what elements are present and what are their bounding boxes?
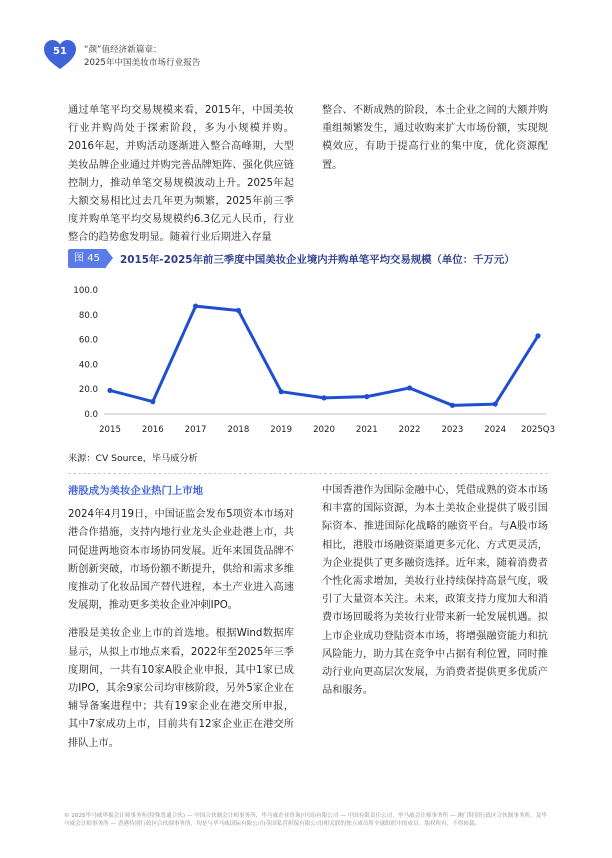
data-point [279,389,284,394]
intro-left-column [68,102,294,252]
data-point [107,388,112,393]
x-tick-label: 2021 [355,425,378,435]
report-title-line1: “颜”值经济新篇章： [84,45,162,55]
y-tick-label: 40.0 [78,360,98,371]
y-tick-label: 0.0 [84,410,98,420]
section-title: 港股成为美妆企业热门上市地 [68,485,204,497]
data-point [150,399,155,404]
report-title-line2: 2025年中国美妆市场行业报告 [84,58,201,68]
x-tick-label: 2023 [441,425,464,435]
x-tick-label: 2020 [313,425,335,435]
figure-source: 来源：CV Source，毕马威分析 [68,453,198,464]
data-point [493,401,498,406]
data-point [236,308,241,313]
data-point [407,385,412,390]
data-point [450,403,455,408]
section-paragraph-2: 港股是美妆企业上市的首选地。根据Wind数据库显示，从拟上市地点来看，2022年至2025年三季度期间，一共有10家A股企业申报，其中1家已成功IPO，其余9家公司均审核阶段，另外5家企业在辅导备案进程中；共有19家企业在港交所申报，其中7家成功上市，目前共有12家企业正在港交所排队上市。 [68,628,294,749]
x-tick-label: 2019 [270,425,293,435]
figure-header [68,248,548,270]
x-tick-label: 2016 [141,425,164,435]
data-point [321,395,326,400]
y-tick-label: 80.0 [78,310,98,321]
report-title [84,44,324,70]
intro-left-paragraph: 通过单笔平均交易规模来看，2015年，中国美妆行业并购尚处于探索阶段，多为小规模并购。2016年起，并购活动逐渐进入整合高峰期，大型美妆品牌企业通过并购完善品牌矩阵、强化供应链控制力，推动单笔交易规模波动上升。2025年起大额交易相比过去几年更为频繁，2025年前三季度并购单笔平均交易规模约6.3亿元人民币，行业整合的趋势愈发明显。随着行业后期进入存量 [68,105,294,244]
figure-title: 2015年-2025年前三季度中国美妆企业境内并购单笔平均交易规模（单位：千万元） [120,254,515,266]
intro-right-column [322,102,548,179]
section-right-column [322,482,548,704]
x-tick-label: 2015 [99,425,121,435]
series-line [110,306,538,405]
data-point [535,333,540,338]
footer-copyright: © 2025毕马威华振会计师事务所(特殊普通合伙) — 中国合伙制会计师事务所，毕马威企业咨询(中国)有限公司 — 中国有限责任公司，毕马威会计师事务所 — 澳门特别行政区合伙制事务所，及毕马威会计师事务所 — 香港特别行政区合伙制事务所，均是与毕马威国际有限公司(英国私营担保有限公司)相关联的独立成员所全球组织中的成员。版权所有，不得转载。 [64,813,547,827]
y-tick-label: 100.0 [73,286,98,296]
y-tick-label: 60.0 [78,335,98,346]
x-tick-label: 2017 [184,425,207,435]
page-number: 51 [53,46,67,57]
figure-tag-arrow [106,249,113,267]
section-paragraph-3: 中国香港作为国际金融中心，凭借成熟的资本市场和丰富的国际资源，为本土美妆企业提供了吸引国际资本、推进国际化战略的融资平台。与A股市场相比，港股市场融资渠道更多元化、方式更灵活，为企业提供了更多融资选择。近年来，随着消费者个性化需求增加，美妆行业持续保持高景气度，吸引了大量资本关注。未来，政策支持力度加大和消费市场回暖将为美妆行业带来新一轮发展机遇。拟上市企业成功登陆资本市场，将增强融资能力和抗风险能力，助力其在竞争中占据有利位置，同时推动行业向更高层次发展，为消费者提供更多优质产品和服务。 [322,485,548,697]
x-axis-ticks [99,425,555,435]
figure-tag: 图 45 [68,249,106,268]
y-tick-label: 20.0 [78,385,98,396]
intro-right-paragraph: 整合、不断成熟的阶段，本土企业之间的大额并购重组频繁发生，通过收购来扩大市场份额，实现规模效应，有助于提高行业的集中度，优化资源配置。 [322,105,548,171]
line-chart [66,280,556,440]
section-left-column [68,482,294,757]
data-point [193,304,198,309]
x-tick-label: 2025Q3 [520,425,556,435]
x-tick-label: 2018 [227,425,250,435]
section-divider [68,473,548,474]
x-tick-label: 2024 [484,425,507,435]
data-point [364,394,369,399]
section-paragraph-1: 2024年4月19日，中国证监会发布5项资本市场对港合作措施，支持内地行业龙头企业赴港上市，共同促进两地资本市场协同发展。近年来国货品牌不断创新突破，市场份额不断提升，供给和需求多维度推动了化妆品国产替代进程，本土产业进入高速发展期，推动更多美妆企业冲刺IPO。 [68,509,294,612]
y-axis-ticks [73,286,98,420]
x-tick-label: 2022 [398,425,421,435]
